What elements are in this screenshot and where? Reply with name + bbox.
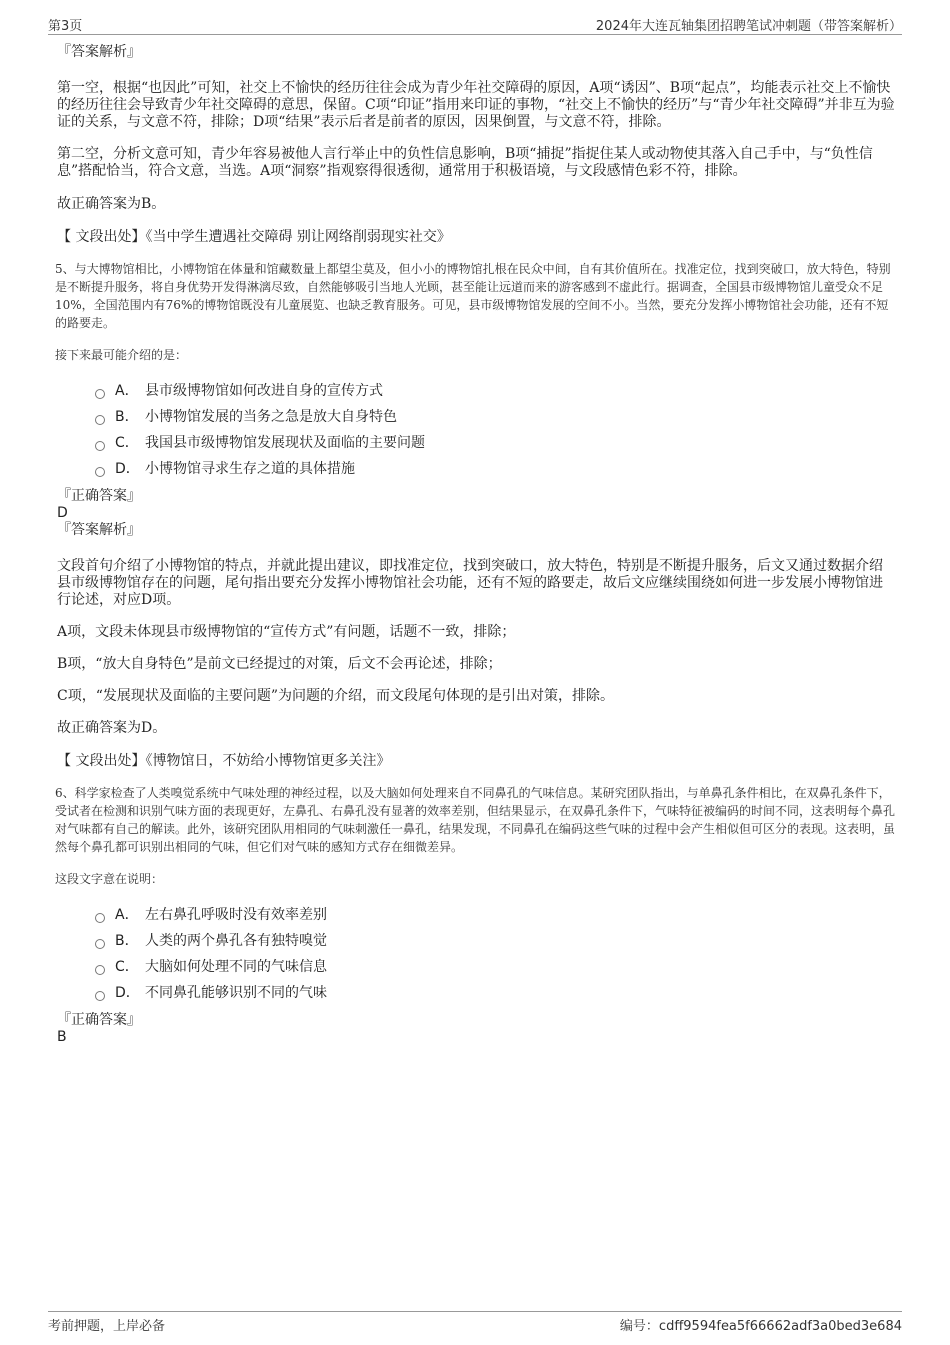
q5-correct-label: 『正确答案』 bbox=[57, 488, 141, 504]
radio-button-icon[interactable] bbox=[95, 965, 105, 975]
q6-correct-answer: B bbox=[57, 1029, 67, 1045]
radio-button-icon[interactable] bbox=[95, 939, 105, 949]
q4-conclusion: 故正确答案为B。 bbox=[57, 196, 166, 212]
page-content bbox=[57, 44, 895, 1046]
q6-options bbox=[95, 902, 895, 1006]
radio-button-icon[interactable] bbox=[95, 913, 105, 923]
q6-option-a[interactable] bbox=[95, 902, 895, 928]
option-letter: A． bbox=[115, 907, 139, 923]
q5-prompt: 接下来最可能介绍的是： bbox=[55, 348, 188, 362]
q5-analysis-p1: 文段首句介绍了小博物馆的特点，并就此提出建议，即找准定位，找到突破口，放大特色，特别是不断提升服务，后文又通过数据介绍县市级博物馆存在的问题，尾句指出要充分发挥小博物馆社会功能，还有不短的路要走，故后文应继续围绕如何进一步发展小博物馆进行论述，对应D项。 bbox=[57, 558, 883, 608]
q6-option-b[interactable] bbox=[95, 928, 895, 954]
q5-analysis-c: C项，“发展现状及面临的主要问题”为问题的介绍，而文段尾句体现的是引出对策，排除。 bbox=[57, 688, 615, 704]
page-header bbox=[48, 14, 902, 35]
option-letter: C． bbox=[115, 435, 139, 451]
q6-stem: 6、科学家检查了人类嗅觉系统中气味处理的神经过程，以及大脑如何处理来自不同鼻孔的气味信息。某研究团队指出，与单鼻孔条件相比，在双鼻孔条件下，受试者在检测和识别气味方面的表现更好，左鼻孔、右鼻孔没有显著的效率差别，但结果显示，在双鼻孔条件下，气味特征被编码的时间不同，这表明每个鼻孔对气味都有自己的解读。此外，该研究团队用相同的气味刺激任一鼻孔，结果发现，不同鼻孔在编码这些气味的过程中会产生相似但可区分的表现。这表明，虽然每个鼻孔都可识别出相同的气味，但它们对气味的感知方式存在细微差异。 bbox=[55, 786, 896, 854]
option-letter: C． bbox=[115, 959, 139, 975]
q6-prompt: 这段文字意在说明： bbox=[55, 872, 164, 886]
page-footer bbox=[48, 1311, 902, 1334]
option-letter: D． bbox=[115, 461, 140, 477]
option-text: 左右鼻孔呼吸时没有效率差别 bbox=[145, 907, 327, 923]
option-text: 大脑如何处理不同的气味信息 bbox=[145, 959, 327, 975]
radio-button-icon[interactable] bbox=[95, 441, 105, 451]
option-text: 县市级博物馆如何改进自身的宣传方式 bbox=[145, 383, 383, 399]
option-letter: D． bbox=[115, 985, 140, 1001]
q5-conclusion: 故正确答案为D。 bbox=[57, 720, 167, 736]
document-id: 编号：cdff9594fea5f66662adf3a0bed3e684 bbox=[619, 1319, 902, 1334]
q5-analysis-a: A项，文段未体现县市级博物馆的“宣传方式”有问题，话题不一致，排除； bbox=[57, 624, 516, 640]
option-letter: B． bbox=[115, 933, 139, 949]
radio-button-icon[interactable] bbox=[95, 415, 105, 425]
q5-options bbox=[95, 378, 895, 482]
q4-analysis-label: 『答案解析』 bbox=[57, 44, 141, 60]
q6-option-c[interactable] bbox=[95, 954, 895, 980]
q4-analysis-p1: 第一空，根据“也因此”可知，社交上不愉快的经历往往会成为青少年社交障碍的原因，A项“诱因”、B项“起点”，均能表示社交上不愉快的经历往往会导致青少年社交障碍的意思，保留。C项“印证”指用来印证的事物，“社交上不愉快的经历”与“青少年社交障碍”并非互为验证的关系，与文意不符，排除；D项“结果”表示后者是前者的原因，因果倒置，与文意不符，排除。 bbox=[57, 80, 895, 130]
q6-correct-label: 『正确答案』 bbox=[57, 1012, 141, 1028]
radio-button-icon[interactable] bbox=[95, 991, 105, 1001]
q5-correct-answer: D bbox=[57, 505, 68, 521]
option-text: 不同鼻孔能够识别不同的气味 bbox=[145, 985, 327, 1001]
radio-button-icon[interactable] bbox=[95, 389, 105, 399]
q5-analysis-b: B项，“放大自身特色”是前文已经提过的对策，后文不会再论述，排除； bbox=[57, 656, 502, 672]
option-letter: B． bbox=[115, 409, 139, 425]
q6-option-d[interactable] bbox=[95, 980, 895, 1006]
option-text: 小博物馆寻求生存之道的具体措施 bbox=[145, 461, 355, 477]
document-title: 2024年大连瓦轴集团招聘笔试冲刺题（带答案解析） bbox=[595, 19, 902, 34]
q5-source: 【 文段出处】《博物馆日，不妨给小博物馆更多关注》 bbox=[57, 753, 391, 769]
q4-analysis-p2: 第二空，分析文意可知，青少年容易被他人言行举止中的负性信息影响，B项“捕捉”指捉住某人或动物使其落入自己手中，与“负性信息”搭配恰当，符合文意，当选。A项“洞察”指观察得很透彻，通常用于积极语境，与文段感情色彩不符，排除。 bbox=[57, 146, 873, 179]
q5-option-c[interactable] bbox=[95, 430, 895, 456]
q5-option-d[interactable] bbox=[95, 456, 895, 482]
option-text: 小博物馆发展的当务之急是放大自身特色 bbox=[145, 409, 397, 425]
q5-option-a[interactable] bbox=[95, 378, 895, 404]
q5-analysis-label: 『答案解析』 bbox=[57, 522, 141, 538]
q4-source: 【 文段出处】《当中学生遭遇社交障碍 别让网络削弱现实社交》 bbox=[57, 229, 451, 245]
radio-button-icon[interactable] bbox=[95, 467, 105, 477]
q5-option-b[interactable] bbox=[95, 404, 895, 430]
footer-slogan: 考前押题，上岸必备 bbox=[48, 1319, 166, 1334]
page-number: 第3页 bbox=[48, 19, 83, 34]
option-text: 我国县市级博物馆发展现状及面临的主要问题 bbox=[145, 435, 425, 451]
option-letter: A． bbox=[115, 383, 139, 399]
option-text: 人类的两个鼻孔各有独特嗅觉 bbox=[145, 933, 327, 949]
q5-stem: 5、与大博物馆相比，小博物馆在体量和馆藏数量上都望尘莫及，但小小的博物馆扎根在民众中间，自有其价值所在。找准定位，找到突破口，放大特色，特别是不断提升服务，将自身优势开发得淋漓尽致，自然能够吸引当地人光顾，甚至能让远道而来的游客感到不虚此行。据调查，全国县市级博物馆儿童受众不足10%，全国范围内有76%的博物馆既没有儿童展览、也缺乏教育服务。可见，县市级博物馆发展的空间不小。当然，要充分发挥小博物馆社会功能，还有不短的路要走。 bbox=[55, 262, 891, 330]
